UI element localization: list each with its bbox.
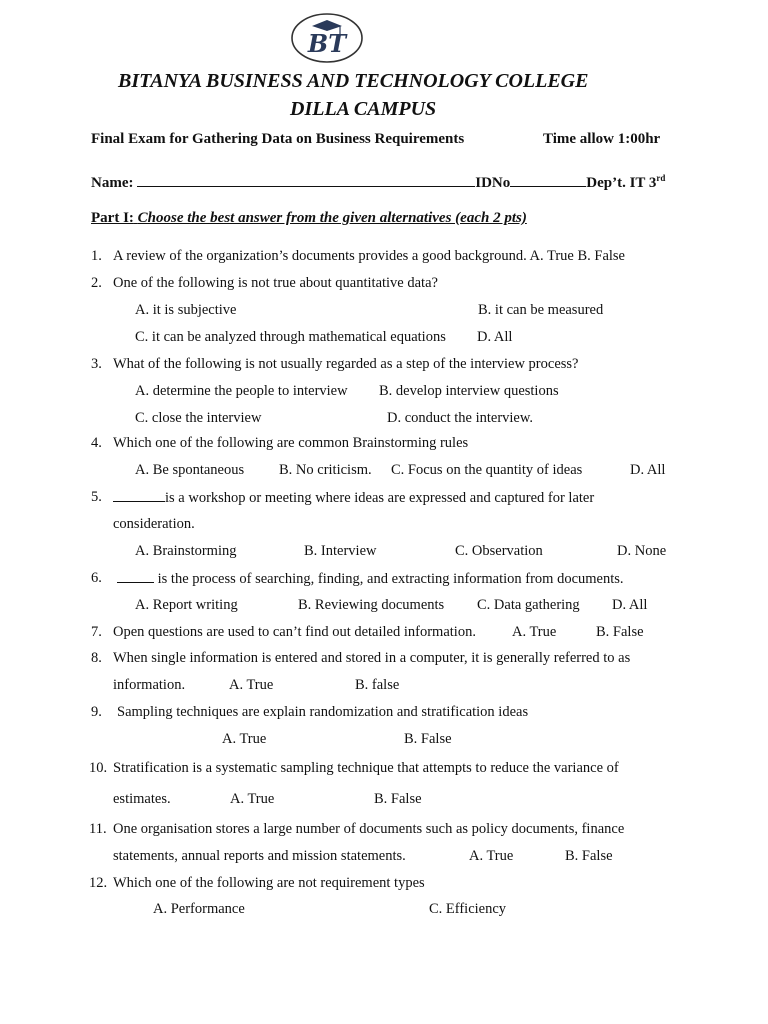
- question-number: 2.: [91, 275, 102, 291]
- question-text: [117, 570, 624, 588]
- option: A. True: [230, 791, 275, 807]
- question-text: Open questions are used to can’t find out detailed information.: [113, 624, 476, 640]
- question-number: 6.: [91, 570, 102, 586]
- question-number: 12.: [89, 875, 108, 891]
- option: A. Be spontaneous: [135, 462, 245, 478]
- name-blank[interactable]: [137, 174, 475, 187]
- question-text-continued: estimates.: [113, 791, 171, 807]
- part-instruction: Choose the best answer from the given alternatives (each 2 pts): [137, 210, 527, 226]
- option: A. True: [512, 624, 557, 640]
- option: A. Report writing: [135, 597, 238, 613]
- college-logo: [290, 12, 364, 64]
- option: B. False: [404, 731, 452, 747]
- question-text-continued: statements, annual reports and mission statements.: [113, 848, 406, 864]
- question-text-body: is the process of searching, finding, and extracting information from documents.: [157, 571, 624, 587]
- id-label: IDNo: [475, 175, 511, 191]
- option: A. it is subjective: [135, 302, 237, 318]
- answer-blank[interactable]: [117, 570, 154, 583]
- option: C. Efficiency: [429, 901, 507, 917]
- option: B. No criticism.: [279, 462, 372, 478]
- option: D. All: [612, 597, 648, 613]
- question-number: 10.: [89, 760, 108, 776]
- question-number: 1.: [91, 248, 102, 264]
- option: A. Performance: [153, 901, 245, 917]
- question-text: What of the following is not usually regarded as a step of the interview process?: [113, 356, 579, 372]
- option: B. False: [596, 624, 644, 640]
- question-text-continued: consideration.: [113, 516, 195, 532]
- option: A. True: [229, 677, 274, 693]
- option: C. Observation: [455, 543, 543, 559]
- option: B. Interview: [304, 543, 377, 559]
- option: B. Reviewing documents: [298, 597, 445, 613]
- option: C. close the interview: [135, 410, 262, 426]
- question-text: Which one of the following are not requirement types: [113, 875, 425, 891]
- campus-title: DILLA CAMPUS: [290, 98, 437, 120]
- college-title: BITANYA BUSINESS AND TECHNOLOGY COLLEGE: [118, 70, 589, 92]
- exam-title: Final Exam for Gathering Data on Business Requirements: [91, 131, 465, 147]
- option: B. false: [355, 677, 400, 693]
- option: A. determine the people to interview: [135, 383, 348, 399]
- option: C. Data gathering: [477, 597, 580, 613]
- question-number: 4.: [91, 435, 102, 451]
- option: B. it can be measured: [478, 302, 604, 318]
- answer-blank[interactable]: [113, 489, 165, 502]
- question-text: A review of the organization’s documents provides a good background. A. True B. False: [113, 248, 625, 264]
- question-text: Which one of the following are common Brainstorming rules: [113, 435, 469, 451]
- question-number: 5.: [91, 489, 102, 505]
- svg-text:BT: BT: [307, 29, 347, 58]
- id-blank[interactable]: [510, 174, 586, 187]
- question-number: 7.: [91, 624, 102, 640]
- option: B. False: [374, 791, 422, 807]
- question-text-continued: information.: [113, 677, 186, 693]
- option: B. develop interview questions: [379, 383, 559, 399]
- option: D. None: [617, 543, 667, 559]
- option: B. False: [565, 848, 613, 864]
- option: A. Brainstorming: [135, 543, 237, 559]
- question-text-body: is a workshop or meeting where ideas are expressed and captured for later: [165, 490, 595, 506]
- option: D. conduct the interview.: [387, 410, 534, 426]
- time-allow: Time allow 1:00hr: [543, 131, 661, 147]
- question-text: Stratification is a systematic sampling technique that attempts to reduce the variance of: [113, 760, 619, 776]
- part-label: Part I:: [91, 210, 134, 226]
- question-text: When single information is entered and stored in a computer, it is generally referred to as: [113, 650, 631, 666]
- question-number: 3.: [91, 356, 102, 372]
- question-number: 9.: [91, 704, 102, 720]
- name-label: Name:: [91, 175, 134, 191]
- part-heading: [91, 210, 527, 227]
- name-line: [91, 173, 665, 192]
- option: A. True: [222, 731, 267, 747]
- question-text: One of the following is not true about quantitative data?: [113, 275, 438, 291]
- question-text: [113, 489, 594, 507]
- question-number: 11.: [89, 821, 107, 837]
- option: D. All: [477, 329, 513, 345]
- question-text: Sampling techniques are explain randomization and stratification ideas: [117, 704, 529, 720]
- option: D. All: [630, 462, 666, 478]
- question-number: 8.: [91, 650, 102, 666]
- option: C. Focus on the quantity of ideas: [391, 462, 583, 478]
- option: A. True: [469, 848, 514, 864]
- question-text: One organisation stores a large number of documents such as policy documents, finance: [113, 821, 625, 837]
- dept-superscript: rd: [656, 173, 666, 183]
- dept-label: Dep’t. IT 3: [586, 175, 657, 191]
- option: C. it can be analyzed through mathematical equations: [135, 329, 446, 345]
